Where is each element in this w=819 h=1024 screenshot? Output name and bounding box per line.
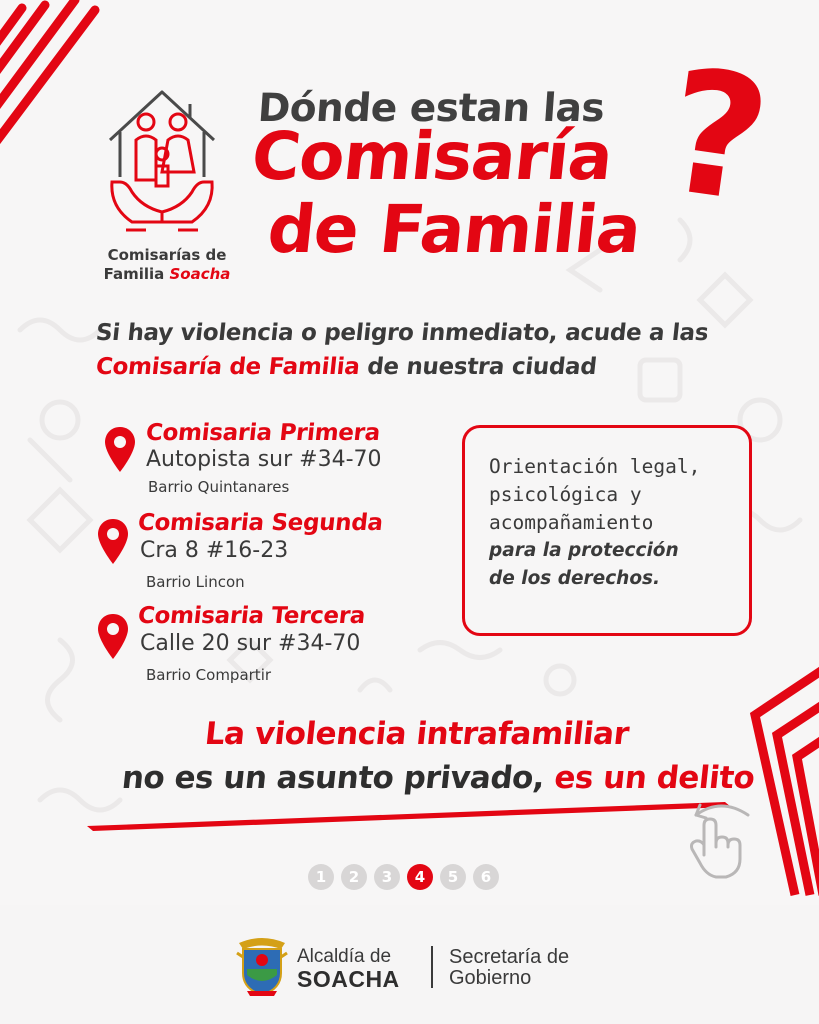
location-2-address: Cra 8 #16-23 — [140, 538, 289, 563]
pager — [308, 864, 499, 890]
intro-line-1: Si hay violencia o peligro inmediato, acude a las — [94, 320, 710, 346]
page-dot-4-active[interactable]: 4 — [407, 864, 433, 890]
slogan-line-2a: no es un asunto privado, — [120, 760, 557, 796]
page-dot-1[interactable]: 1 — [308, 864, 334, 890]
slogan-line-1: La violencia intrafamiliar — [203, 716, 631, 752]
intro-highlight: Comisaría de Familia — [94, 354, 361, 380]
info-line-3: acompañamiento — [489, 511, 654, 534]
info-line-5: de los derechos. — [489, 568, 661, 589]
page-dot-6[interactable]: 6 — [473, 864, 499, 890]
secretaria-line-2: Gobierno — [449, 967, 532, 989]
swipe-hand-icon[interactable] — [682, 795, 752, 880]
page-dot-2[interactable]: 2 — [341, 864, 367, 890]
info-line-2: psicológica y — [489, 483, 642, 506]
location-3-address: Calle 20 sur #34-70 — [140, 631, 361, 656]
page-dot-3[interactable]: 3 — [374, 864, 400, 890]
logo-line-2b: Soacha — [169, 265, 231, 283]
alcaldia-line-1: Alcaldía de — [297, 946, 392, 967]
secretaria-line-1: Secretaría de — [449, 946, 570, 968]
slogan-line-2b: es un delito — [552, 760, 757, 796]
location-1-name: Comisaria Primera — [144, 420, 382, 446]
alcaldia-line-2: SOACHA — [297, 966, 400, 992]
location-3-barrio: Barrio Compartir — [146, 666, 272, 684]
slogan-line-2 — [120, 760, 756, 796]
brush-underline — [85, 798, 735, 832]
page-dot-5[interactable]: 5 — [440, 864, 466, 890]
location-1-address: Autopista sur #34-70 — [146, 447, 382, 472]
map-pin-icon — [103, 425, 137, 475]
heading-line-3: de Familia — [264, 191, 645, 268]
heading-line-2: Comisaría — [248, 118, 616, 195]
info-box — [462, 425, 752, 636]
map-pin-icon — [96, 517, 130, 567]
logo-line-2a: Familia — [103, 265, 170, 283]
soacha-coat-of-arms-icon — [233, 933, 291, 998]
location-3-name: Comisaria Tercera — [136, 603, 367, 629]
info-line-4: para la protección — [489, 540, 679, 561]
map-pin-icon — [96, 612, 130, 662]
info-line-1: Orientación legal, — [489, 455, 701, 478]
intro-line-2 — [95, 354, 598, 380]
heading-line-1: Dónde estan las — [256, 86, 606, 131]
house-family-logo-icon — [102, 82, 222, 247]
location-2-name: Comisaria Segunda — [136, 510, 385, 536]
location-2-barrio: Barrio Lincon — [146, 573, 245, 591]
intro-rest: de nuestra ciudad — [358, 354, 598, 380]
question-mark: ? — [654, 32, 780, 242]
logo-line-1: Comisarías de — [107, 246, 227, 264]
location-1-barrio: Barrio Quintanares — [148, 478, 290, 496]
footer-divider — [431, 946, 433, 988]
footer — [0, 905, 819, 1024]
logo-text — [92, 246, 242, 284]
logo-line-2 — [92, 265, 242, 284]
